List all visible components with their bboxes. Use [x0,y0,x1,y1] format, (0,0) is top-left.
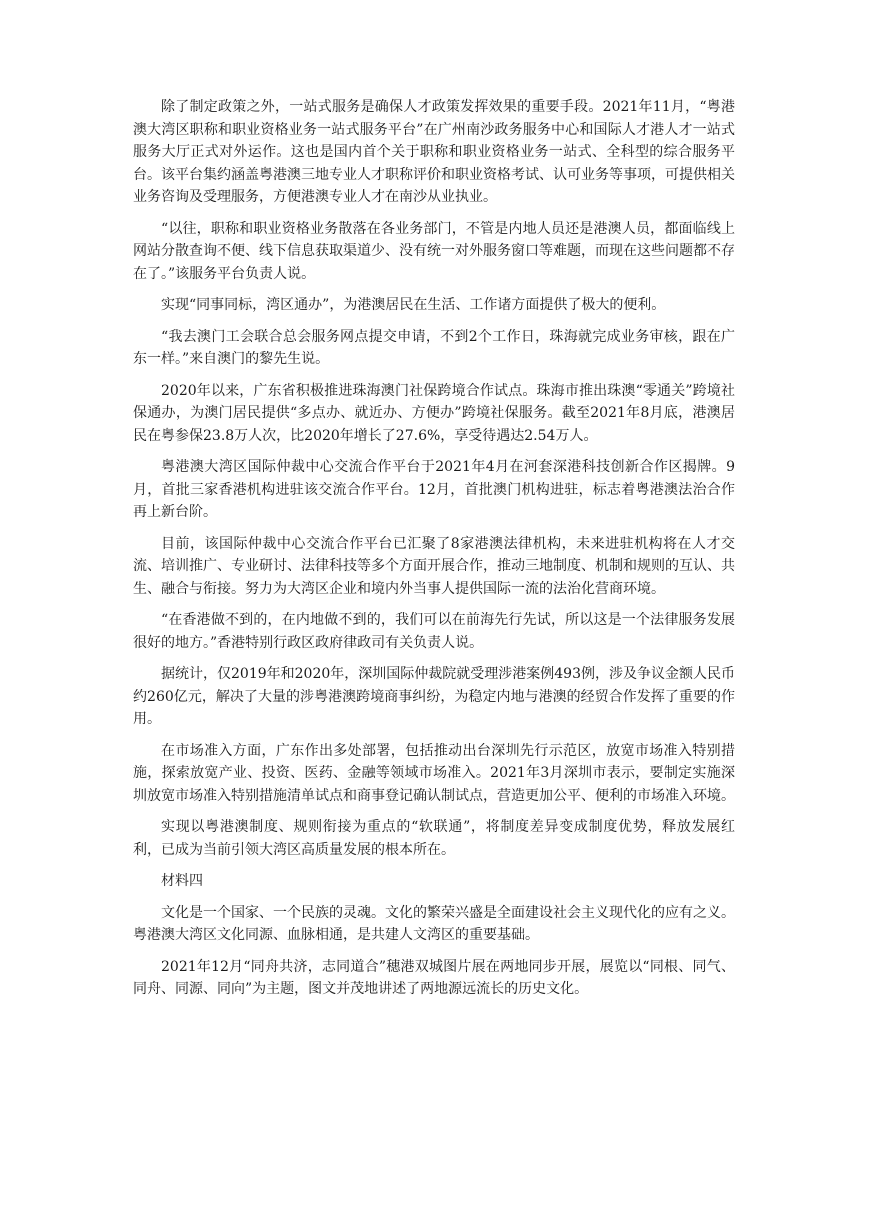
paragraph-13: 2021年12月“同舟共济，志同道合”穗港双城图片展在两地同步开展，展览以“同根、同气、同舟、同源、同向”为主题，图文并茂地讲述了两地源远流长的历史文化。 [133,958,735,997]
section-heading-material-four: 材料四 [161,873,203,889]
paragraph-9: 据统计，仅2019年和2020年，深圳国际仲裁院就受理涉港案例493例，涉及争议金额人民币约260亿元，解决了大量的涉粤港澳跨境商事纠纷，为稳定内地与港澳的经贸合作发挥了重要的作用。 [133,666,735,727]
paragraph-8: “在香港做不到的，在内地做不到的，我们可以在前海先行先试，所以这是一个法律服务发展很好的地方。”香港特别行政区政府律政司有关负责人说。 [133,612,735,651]
paragraph-12: 文化是一个国家、一个民族的灵魂。文化的繁荣兴盛是全面建设社会主义现代化的应有之义。粤港澳大湾区文化同源、血脉相通，是共建人文湾区的重要基础。 [133,904,735,943]
paragraph-4: “我去澳门工会联合总会服务网点提交申请，不到2个工作日，珠海就完成业务审核，跟在广东一样。”来自澳门的黎先生说。 [133,328,735,367]
paragraph-2: “以往，职称和职业资格业务散落在各业务部门，不管是内地人员还是港澳人员，都面临线上网站分散查询不便、线下信息获取渠道少、没有统一对外服务窗口等难题，而现在这些问题都不存在了。”该服务平台负责人说。 [133,220,735,282]
paragraph-7: 目前，该国际仲裁中心交流合作平台已汇聚了8家港澳法律机构，未来进驻机构将在人才交流、培训推广、专业研讨、法律科技等多个方面开展合作，推动三地制度、机制和规则的互认、共生、融合与衔接。努力为大湾区企业和境内外当事人提供国际一流的法治化营商环境。 [133,535,735,597]
paragraph-6: 粤港澳大湾区国际仲裁中心交流合作平台于2021年4月在河套深港科技创新合作区揭牌。9月，首批三家香港机构进驻该交流合作平台。12月，首批澳门机构进驻，标志着粤港澳法治合作再上新台阶。 [133,459,735,520]
paragraph-11: 实现以粤港澳制度、规则衔接为重点的“软联通”，将制度差异变成制度优势，释放发展红利，已成为当前引领大湾区高质量发展的根本所在。 [133,819,735,858]
document-body [133,96,735,1010]
paragraph-3: 实现“同事同标，湾区通办”，为港澳居民在生活、工作诸方面提供了极大的便利。 [161,297,666,313]
paragraph-1: 除了制定政策之外，一站式服务是确保人才政策发挥效果的重要手段。2021年11月，“粤港澳大湾区职称和职业资格业务一站式服务平台”在广州南沙政务服务中心和国际人才港人才一站式服务大厅正式对外运作。这也是国内首个关于职称和职业资格业务一站式、全科型的综合服务平台。该平台集约涵盖粤港澳三地专业人才职称评价和职业资格考试、认可业务等事项，可提供相关业务咨询及受理服务，方便港澳专业人才在南沙从业执业。 [133,99,735,205]
paragraph-10: 在市场准入方面，广东作出多处部署，包括推动出台深圳先行示范区，放宽市场准入特别措施，探索放宽产业、投资、医药、金融等领域市场准入。2021年3月深圳市表示，要制定实施深圳放宽市场准入特别措施清单试点和商事登记确认制试点，营造更加公平、便利的市场准入环境。 [133,742,735,804]
paragraph-5: 2020年以来，广东省积极推进珠海澳门社保跨境合作试点。珠海市推出珠澳“零通关”跨境社保通办，为澳门居民提供“多点办、就近办、方便办”跨境社保服务。截至2021年8月底，港澳居民在粤参保23.8万人次，比2020年增长了27.6%，享受待遇达2.54万人。 [133,382,735,444]
